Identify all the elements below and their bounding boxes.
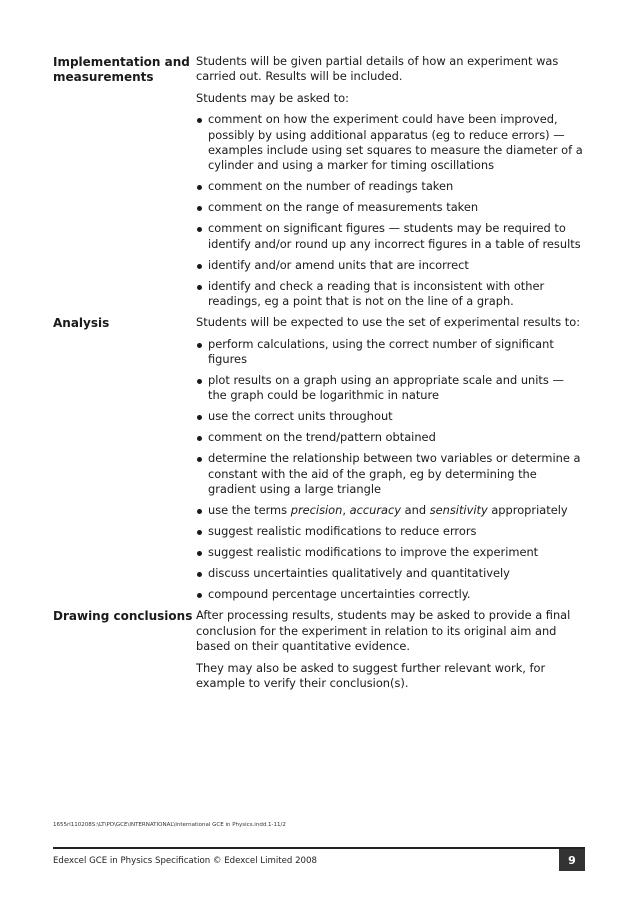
- file-slug: 1655rl110208S:\LT\PD\GCE\INTERNATIONAL\International GCE in Physics.indd.1-11/2: [53, 822, 286, 828]
- paragraph: They may also be asked to suggest further relevant work, for example to verify their conclusion(s).: [196, 660, 546, 690]
- bullet-item: use the correct units throughout: [196, 409, 585, 424]
- section-heading: Implementation and measurements: [53, 55, 190, 84]
- bullet-item: comment on how the experiment could have been improved, possibly by using additional apparatus (eg to reduce errors) — examples include using set squares to measure the diameter of a cylinder and using a marker for timing oscillations: [196, 112, 585, 174]
- term-text: ,: [342, 503, 350, 518]
- section-body: [196, 315, 585, 608]
- section: [53, 54, 585, 315]
- bullet-item: suggest realistic modifications to improve the experiment: [196, 545, 585, 560]
- bullet-list: [196, 112, 585, 309]
- section: [53, 608, 585, 697]
- paragraph: Students will be given partial details of how an experiment was carried out. Results will be included.: [196, 54, 559, 84]
- bullet-item: identify and/or amend units that are incorrect: [196, 258, 585, 273]
- bullet-item: comment on the trend/pattern obtained: [196, 430, 585, 445]
- bullet-item: identify and check a reading that is inconsistent with other readings, eg a point that is not on the line of a graph.: [196, 279, 585, 310]
- bullet-item: compound percentage uncertainties correctly.: [196, 587, 585, 602]
- bullet-item: comment on the range of measurements taken: [196, 200, 585, 215]
- bullet-item: comment on the number of readings taken: [196, 179, 585, 194]
- bullet-item: [196, 503, 585, 518]
- term-italic: accuracy: [349, 503, 402, 518]
- content: [53, 54, 585, 697]
- paragraph: After processing results, students may be asked to provide a final conclusion for the experiment in relation to its original aim and based on their quantitative evidence.: [196, 608, 571, 654]
- paragraph: Students may be asked to:: [196, 90, 349, 105]
- bullet-item: comment on significant figures — students may be required to identify and/or round up any incorrect figures in a table of results: [196, 221, 585, 252]
- footer-text: Edexcel GCE in Physics Specification © Edexcel Limited 2008: [53, 856, 317, 866]
- bullet-item: plot results on a graph using an appropriate scale and units — the graph could be logarithmic in nature: [196, 373, 585, 404]
- footer-rule: [53, 847, 585, 849]
- section-heading: Drawing conclusions: [53, 609, 193, 624]
- section: [53, 315, 585, 608]
- bullet-item: discuss uncertainties qualitatively and quantitatively: [196, 566, 585, 581]
- bullet-item: perform calculations, using the correct number of significant figures: [196, 337, 585, 368]
- page-number: 9: [559, 849, 585, 871]
- bullet-item: determine the relationship between two variables or determine a constant with the aid of the graph, eg by determining the gradient using a large triangle: [196, 451, 585, 497]
- term-text: appropriately: [487, 503, 568, 518]
- term-text: use the terms: [208, 503, 291, 518]
- section-body: [196, 608, 585, 697]
- section-heading: Analysis: [53, 316, 110, 331]
- bullet-list: [196, 337, 585, 603]
- term-italic: precision: [290, 503, 343, 518]
- term-text: and: [401, 503, 430, 518]
- term-italic: sensitivity: [429, 503, 488, 518]
- bullet-item: suggest realistic modifications to reduce errors: [196, 524, 585, 539]
- section-body: [196, 54, 585, 315]
- paragraph: Students will be expected to use the set of experimental results to:: [196, 315, 581, 330]
